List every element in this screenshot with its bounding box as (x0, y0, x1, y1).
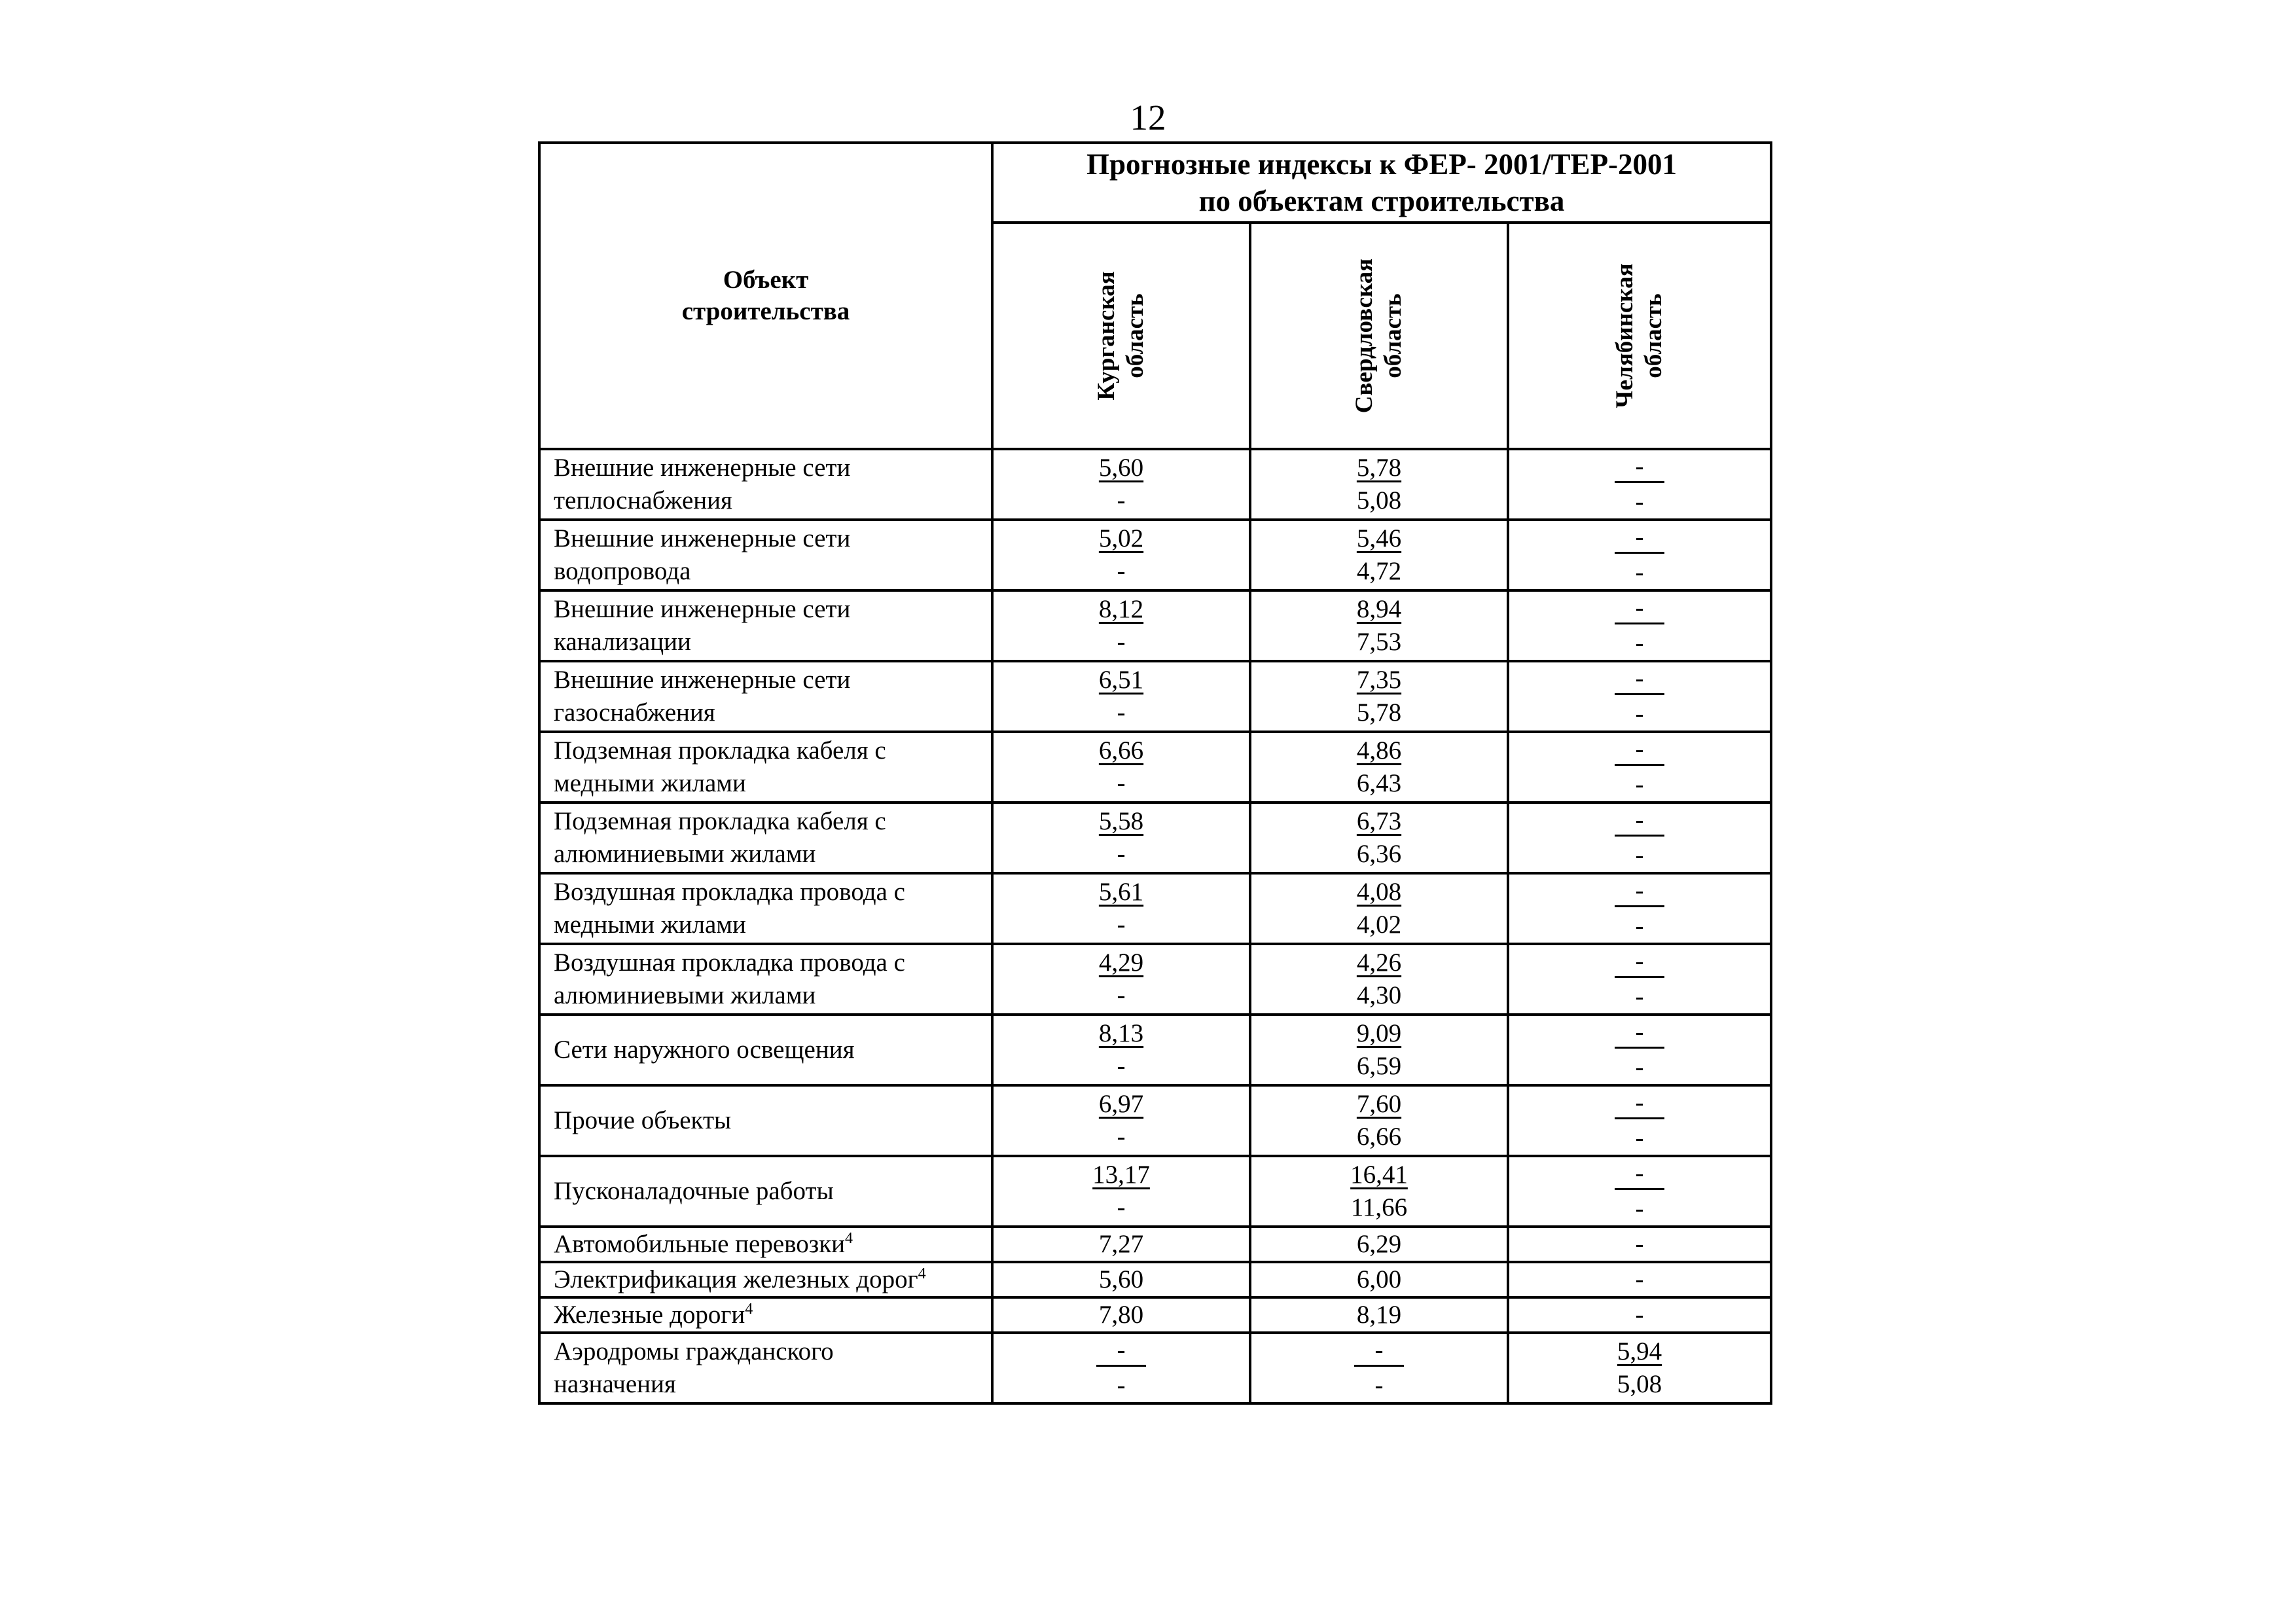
object-name-line (554, 626, 991, 659)
index-value-numerator: 7,60 (1356, 1090, 1402, 1118)
table-row (539, 1333, 1771, 1403)
index-value-top (994, 876, 1249, 909)
index-value-top (1509, 450, 1770, 486)
object-name-cell (539, 520, 992, 590)
index-value-cell (992, 520, 1250, 590)
index-value-denominator: 5,78 (1356, 698, 1402, 727)
index-value-denominator: 11,66 (1350, 1193, 1408, 1221)
index-value-cell (1250, 803, 1508, 873)
object-name-text: Внешние инженерные сети (554, 454, 851, 482)
object-name-text: Прочие объекты (554, 1106, 732, 1134)
object-name-cell (539, 661, 992, 732)
index-value-denominator: - (1635, 700, 1644, 728)
table-row (539, 1227, 1771, 1262)
index-value-cell (1508, 1297, 1771, 1333)
index-value-cell (1508, 1262, 1771, 1297)
table-row (539, 1015, 1771, 1085)
index-value-denominator: - (1117, 698, 1126, 727)
index-value: 7,27 (1098, 1230, 1144, 1258)
region-type: область (1640, 293, 1667, 378)
object-name-line (554, 1368, 991, 1401)
object-name-line (554, 734, 991, 767)
index-value-cell (1250, 449, 1508, 520)
index-value-denominator: 6,66 (1356, 1123, 1402, 1151)
table-row (539, 590, 1771, 661)
object-name-text: Электрификация железных дорог (554, 1265, 918, 1293)
index-value-top (1251, 1159, 1507, 1191)
index-value-cell (992, 803, 1250, 873)
object-name-line (554, 1228, 991, 1261)
index-value-numerator: - (1615, 523, 1664, 554)
index-value-numerator: - (1615, 594, 1664, 624)
index-value-top (994, 1159, 1249, 1191)
index-value-denominator: - (1117, 1371, 1126, 1399)
index-value-cell (992, 661, 1250, 732)
index-value-cell (1508, 873, 1771, 944)
index-value-top (994, 947, 1249, 979)
index-value-cell (1508, 944, 1771, 1015)
object-name-line (554, 947, 991, 979)
forecast-indices-header (992, 143, 1771, 223)
object-name-text: Подземная прокладка кабеля с (554, 807, 886, 835)
index-value-cell (992, 1333, 1250, 1403)
table-row (539, 944, 1771, 1015)
index-value-cell (1250, 1015, 1508, 1085)
object-name-text: Сети наружного освещения (554, 1036, 855, 1064)
table-row (539, 1262, 1771, 1297)
index-value-top (994, 1088, 1249, 1121)
index-value-denominator: - (1635, 1195, 1644, 1223)
index-value-cell (992, 449, 1250, 520)
index-value-numerator: - (1615, 806, 1664, 837)
index-value-cell (1508, 1156, 1771, 1227)
table-row (539, 732, 1771, 803)
index-value-numerator: - (1615, 664, 1664, 695)
table-body (539, 449, 1771, 1403)
object-name-cell (539, 732, 992, 803)
index-value-denominator: - (1117, 628, 1126, 656)
object-name-cell (539, 1156, 992, 1227)
index-value-cell (1250, 1227, 1508, 1262)
index-value-denominator: 6,43 (1356, 769, 1402, 797)
object-name-line (554, 664, 991, 696)
index-value-top (1509, 1087, 1770, 1122)
index-value-cell (1508, 449, 1771, 520)
index-value-denominator: 5,08 (1356, 486, 1402, 514)
index-value-numerator: 6,97 (1098, 1090, 1144, 1118)
index-value-denominator: - (1117, 911, 1126, 939)
index-value-cell (1508, 1227, 1771, 1262)
group-header-line: Прогнозные индексы к ФЕР- 2001/ТЕР-2001 (1086, 148, 1677, 181)
object-name-line (554, 1034, 991, 1066)
index-value-numerator: - (1096, 1336, 1146, 1367)
object-name-text: Внешние инженерные сети (554, 595, 851, 623)
index-value-top (1509, 1335, 1770, 1368)
index-value-denominator: - (1635, 770, 1644, 799)
index-value-denominator: 4,02 (1356, 911, 1402, 939)
index-value: - (1635, 1301, 1644, 1329)
index-value-numerator: 4,08 (1356, 878, 1402, 906)
index-value-numerator: 8,13 (1098, 1019, 1144, 1047)
object-name-line (554, 1335, 991, 1368)
object-name-text: алюминиевыми жилами (554, 840, 816, 868)
index-value-numerator: 5,60 (1098, 454, 1144, 482)
region-type: область (1380, 293, 1407, 378)
index-value-cell (992, 1297, 1250, 1333)
index-value-denominator: 6,59 (1356, 1052, 1402, 1080)
index-value-top (1509, 804, 1770, 839)
object-name-line (554, 909, 991, 941)
index-value-cell (992, 590, 1250, 661)
index-value-cell (992, 1227, 1250, 1262)
index-value-top (1251, 947, 1507, 979)
object-name-text: медными жилами (554, 911, 746, 939)
index-value-cell (1250, 873, 1508, 944)
index-value-denominator: - (1117, 486, 1126, 514)
index-value-top (1509, 521, 1770, 556)
index-value-top (1251, 522, 1507, 555)
index-value-denominator: 4,72 (1356, 557, 1402, 585)
object-name-cell (539, 803, 992, 873)
index-value-top (994, 1334, 1249, 1369)
index-value-cell (992, 1156, 1250, 1227)
index-value-numerator: 9,09 (1356, 1019, 1402, 1047)
object-name-text: газоснабжения (554, 698, 715, 727)
table-row (539, 661, 1771, 732)
index-value-cell (992, 873, 1250, 944)
index-value-numerator: - (1615, 1159, 1664, 1190)
index-value-denominator: - (1117, 981, 1126, 1009)
index-value-cell (992, 732, 1250, 803)
object-name-line (554, 484, 991, 517)
region-header-chelyabinsk (1508, 223, 1771, 449)
index-value-top (994, 805, 1249, 838)
index-value-cell (1250, 1156, 1508, 1227)
index-value-numerator: 8,94 (1356, 595, 1402, 623)
index-value-denominator: - (1635, 841, 1644, 869)
index-value-top (1509, 733, 1770, 768)
index-value-cell (1250, 1262, 1508, 1297)
object-name-line (554, 767, 991, 800)
index-value-denominator: - (1635, 983, 1644, 1011)
region-header-sverdlovsk (1250, 223, 1508, 449)
index-value: 5,60 (1098, 1265, 1144, 1293)
object-name-line (554, 876, 991, 909)
object-header-line: Объект (723, 266, 809, 294)
index-value-cell (1508, 661, 1771, 732)
object-name-line (554, 1299, 991, 1331)
index-value-top (1251, 805, 1507, 838)
index-value-top (1509, 1016, 1770, 1051)
index-value-numerator: - (1615, 1018, 1664, 1049)
index-value-top (1251, 734, 1507, 767)
index-value-cell (1508, 520, 1771, 590)
index-value-denominator: - (1117, 1123, 1126, 1151)
index-value-cell (1250, 944, 1508, 1015)
object-name-line (554, 696, 991, 729)
object-name-line (554, 1104, 991, 1137)
index-value-numerator: 4,26 (1356, 948, 1402, 977)
index-value-top (1251, 452, 1507, 484)
index-value-numerator: 6,73 (1356, 807, 1402, 835)
object-name-cell (539, 1297, 992, 1333)
index-value-cell (1508, 803, 1771, 873)
footnote-marker: 4 (845, 1230, 853, 1247)
object-name-line (554, 452, 991, 484)
index-value-top (1509, 592, 1770, 627)
index-value: 7,80 (1098, 1301, 1144, 1329)
index-value-numerator: 5,58 (1098, 807, 1144, 835)
index-value-cell (1508, 1333, 1771, 1403)
index-value-top (1251, 1017, 1507, 1050)
index-value-numerator: - (1615, 876, 1664, 907)
object-name-cell (539, 590, 992, 661)
index-value-numerator: - (1615, 1089, 1664, 1119)
index-value-cell (1508, 732, 1771, 803)
object-name-text: Воздушная прокладка провода с (554, 948, 905, 977)
index-value-top (994, 452, 1249, 484)
index-value-denominator: 6,36 (1356, 840, 1402, 868)
index-value-cell (1508, 1085, 1771, 1156)
index-value-denominator: - (1374, 1371, 1384, 1399)
index-value-numerator: - (1615, 735, 1664, 766)
index-value-cell (1250, 1085, 1508, 1156)
index-table (538, 141, 1772, 1405)
region-name: Челябинская (1611, 263, 1638, 408)
index-value-cell (992, 1085, 1250, 1156)
index-value-numerator: 6,66 (1098, 736, 1144, 765)
object-name-cell (539, 1015, 992, 1085)
object-name-text: Внешние инженерные сети (554, 524, 851, 552)
object-name-text: медными жилами (554, 769, 746, 797)
table-row (539, 520, 1771, 590)
region-type: область (1122, 293, 1149, 378)
object-name-text: теплоснабжения (554, 486, 732, 514)
index-value-cell (992, 944, 1250, 1015)
index-value: - (1635, 1265, 1644, 1293)
index-value-denominator: 5,08 (1617, 1370, 1662, 1398)
object-name-cell (539, 1085, 992, 1156)
object-name-text: назначения (554, 1370, 676, 1398)
index-value-numerator: 5,78 (1356, 454, 1402, 482)
footnote-marker: 4 (745, 1301, 753, 1318)
index-value-denominator: 7,53 (1356, 628, 1402, 656)
index-value-cell (1250, 732, 1508, 803)
index-value-numerator: - (1354, 1336, 1404, 1367)
index-value: 8,19 (1356, 1301, 1402, 1329)
object-name-text: алюминиевыми жилами (554, 981, 816, 1009)
index-value-numerator: 16,41 (1350, 1161, 1408, 1189)
index-value-cell (1250, 590, 1508, 661)
object-name-cell (539, 873, 992, 944)
index-value-top (994, 1017, 1249, 1050)
object-name-text: Железные дороги (554, 1301, 745, 1329)
object-name-text: Пусконаладочные работы (554, 1177, 834, 1205)
index-value-cell (992, 1015, 1250, 1085)
table-row (539, 1085, 1771, 1156)
index-value-top (1251, 1088, 1507, 1121)
object-name-line (554, 979, 991, 1012)
index-value-numerator: 6,51 (1098, 666, 1144, 694)
index-value-denominator: - (1635, 488, 1644, 516)
table-row (539, 1297, 1771, 1333)
index-value-top (1509, 875, 1770, 910)
object-name-cell (539, 449, 992, 520)
object-name-line (554, 1263, 991, 1296)
object-name-text: Воздушная прокладка провода с (554, 878, 905, 906)
object-name-line (554, 593, 991, 626)
object-header-line: строительства (681, 297, 850, 325)
region-name: Свердловская (1351, 258, 1378, 414)
index-value-top (994, 522, 1249, 555)
table-row (539, 803, 1771, 873)
index-value: 6,29 (1356, 1230, 1402, 1258)
index-value-denominator: - (1117, 1193, 1126, 1221)
object-name-text: Внешние инженерные сети (554, 666, 851, 694)
page-number: 12 (1130, 98, 1166, 137)
object-name-cell (539, 1262, 992, 1297)
index-value-denominator: - (1117, 557, 1126, 585)
object-name-text: Автомобильные перевозки (554, 1230, 846, 1258)
index-value-cell (1508, 1015, 1771, 1085)
index-value-top (1251, 593, 1507, 626)
index-value: 6,00 (1356, 1265, 1402, 1293)
index-value-cell (1508, 590, 1771, 661)
index-value-numerator: 4,29 (1098, 948, 1144, 977)
index-value-numerator: 8,12 (1098, 595, 1144, 623)
object-name-line (554, 838, 991, 871)
index-value-numerator: 7,35 (1356, 666, 1402, 694)
object-name-text: Аэродромы гражданского (554, 1337, 834, 1365)
index-value: - (1635, 1230, 1644, 1258)
index-value-top (1509, 1157, 1770, 1193)
index-value-top (994, 734, 1249, 767)
index-value-numerator: - (1615, 947, 1664, 978)
table-row (539, 873, 1771, 944)
object-name-text: Подземная прокладка кабеля с (554, 736, 886, 765)
object-name-line (554, 522, 991, 555)
object-name-line (554, 1175, 991, 1208)
index-value-denominator: - (1635, 629, 1644, 657)
index-value-cell (1250, 1297, 1508, 1333)
index-value-top (994, 664, 1249, 696)
index-value-top (994, 593, 1249, 626)
index-value-top (1251, 876, 1507, 909)
index-value-numerator: 4,86 (1356, 736, 1402, 765)
index-value-denominator: 4,30 (1356, 981, 1402, 1009)
index-value-cell (1250, 661, 1508, 732)
object-name-line (554, 805, 991, 838)
object-name-cell (539, 944, 992, 1015)
index-value-numerator: 5,02 (1098, 524, 1144, 552)
index-value-denominator: - (1635, 558, 1644, 586)
index-value-denominator: - (1117, 1052, 1126, 1080)
group-header-line: по объектам строительства (1198, 185, 1565, 217)
object-name-line (554, 555, 991, 588)
object-name-text: канализации (554, 628, 691, 656)
object-column-header (539, 143, 992, 449)
index-value-numerator: 5,94 (1617, 1337, 1662, 1365)
region-name: Курганская (1093, 271, 1120, 401)
table-row (539, 1156, 1771, 1227)
object-name-text: водопровода (554, 557, 691, 585)
index-value-cell (992, 1262, 1250, 1297)
index-value-denominator: - (1117, 769, 1126, 797)
index-value-numerator: 5,46 (1356, 524, 1402, 552)
region-header-kurgan (992, 223, 1250, 449)
index-value-top (1251, 1334, 1507, 1369)
index-value-numerator: 5,61 (1098, 878, 1144, 906)
footnote-marker: 4 (918, 1265, 926, 1282)
object-name-cell (539, 1227, 992, 1262)
index-value-denominator: - (1635, 1053, 1644, 1081)
index-value-numerator: - (1615, 452, 1664, 483)
index-value-top (1251, 664, 1507, 696)
index-value-cell (1250, 520, 1508, 590)
table-row (539, 449, 1771, 520)
index-value-denominator: - (1117, 840, 1126, 868)
index-value-denominator: - (1635, 1124, 1644, 1152)
index-value-top (1509, 945, 1770, 981)
index-value-numerator: 13,17 (1092, 1161, 1150, 1189)
index-value-denominator: - (1635, 912, 1644, 940)
index-value-cell (1250, 1333, 1508, 1403)
index-value-top (1509, 662, 1770, 698)
object-name-cell (539, 1333, 992, 1403)
